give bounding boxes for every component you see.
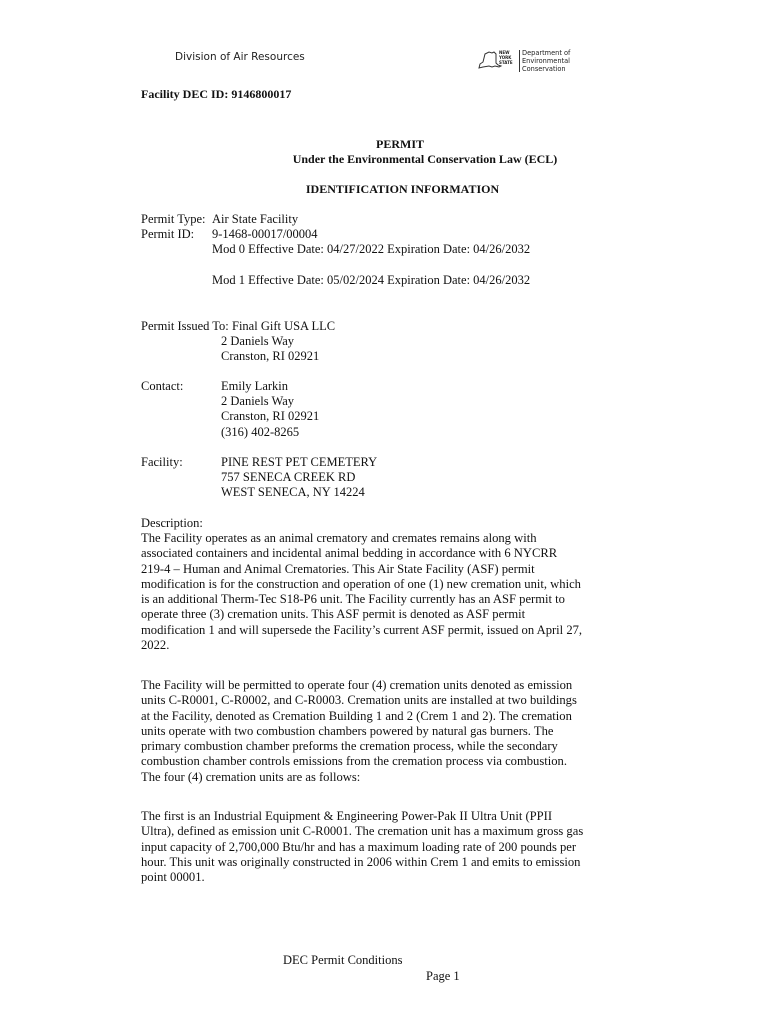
- paragraph-line: is an additional Therm-Tec S18-P6 unit. The Facility currently has an ASF permit to: [141, 592, 565, 607]
- permit-id-label: Permit ID:: [141, 227, 195, 241]
- permit-id-value: 9-1468-00017/00004: [212, 227, 318, 241]
- paragraph-line: modification 1 and will supersede the Facility’s current ASF permit, issued on April 27,: [141, 622, 583, 637]
- page-number: Page 1: [426, 969, 460, 983]
- description-label: Description:: [141, 516, 203, 530]
- dec-logo: [477, 49, 577, 77]
- paragraph-line: associated containers and incidental animal bedding in accordance with 6 NYCRR: [141, 546, 558, 561]
- paragraph-line: The four (4) cremation units are as follows:: [141, 769, 361, 784]
- paragraph-line: at the Facility, denoted as Cremation Building 1 and 2 (Crem 1 and 2). The cremation: [141, 708, 572, 723]
- facility-line: WEST SENECA, NY 14224: [221, 485, 365, 499]
- contact-label: Contact:: [141, 379, 184, 393]
- issued-to-line: Cranston, RI 02921: [221, 349, 320, 363]
- paragraph-line: operate three (3) cremation units. This ASF permit is denoted as ASF permit: [141, 607, 526, 622]
- logo-state-line: NEW: [499, 50, 510, 55]
- paragraph-line: modification is for the construction and operation of one (1) new cremation unit, which: [141, 576, 581, 591]
- footer-conditions: DEC Permit Conditions: [283, 953, 403, 967]
- paragraph-line: 2022.: [141, 638, 170, 653]
- permit-type-value: Air State Facility: [212, 212, 299, 226]
- facility-dec-id: Facility DEC ID: 9146800017: [141, 87, 292, 101]
- contact-line: Emily Larkin: [221, 379, 288, 393]
- contact-line: 2 Daniels Way: [221, 394, 295, 408]
- paragraph-line: units operate with two combustion chambers powered by natural gas burners. The: [141, 723, 554, 738]
- description-paragraph-3: [141, 809, 641, 885]
- contact-line: Cranston, RI 02921: [221, 409, 320, 423]
- contact-line: (316) 402-8265: [221, 425, 300, 439]
- logo-dept-line: Environmental: [522, 57, 570, 65]
- issued-to-label: Permit Issued To:: [141, 319, 229, 333]
- logo-state-text: [499, 50, 513, 65]
- division-header: Division of Air Resources: [175, 51, 305, 63]
- paragraph-line: primary combustion chamber preforms the cremation process, while the secondary: [141, 739, 558, 754]
- facility-line: 757 SENECA CREEK RD: [221, 470, 356, 484]
- description-paragraph-2: [141, 678, 641, 785]
- logo-divider: [519, 50, 520, 72]
- mod0-dates: Mod 0 Effective Date: 04/27/2022 Expiration Date: 04/26/2032: [212, 242, 531, 256]
- paragraph-line: combustion chamber controls emissions from the cremation process via combustion.: [141, 754, 567, 769]
- issued-to-line: 2 Daniels Way: [221, 334, 295, 348]
- facility-label: Facility:: [141, 455, 183, 469]
- permit-title: PERMIT: [376, 137, 424, 151]
- logo-dept-line: Department of: [522, 49, 571, 57]
- section-heading: IDENTIFICATION INFORMATION: [305, 182, 500, 196]
- description-paragraph-1: [141, 531, 641, 653]
- logo-dept-line: Conservation: [522, 65, 566, 73]
- paragraph-line: point 00001.: [141, 870, 205, 885]
- logo-state-line: STATE: [499, 60, 513, 65]
- issued-to-line: Final Gift USA LLC: [232, 319, 336, 333]
- paragraph-line: Ultra), defined as emission unit C-R0001. The cremation unit has a maximum gross gas: [141, 824, 584, 839]
- law-subtitle: Under the Environmental Conservation Law (ECL): [292, 152, 558, 166]
- facility-line: PINE REST PET CEMETERY: [221, 455, 378, 469]
- paragraph-line: units C-R0001, C-R0002, and C-R0003. Cremation units are installed at two buildings: [141, 693, 577, 708]
- logo-dept-text: [522, 49, 570, 73]
- paragraph-line: 219-4 – Human and Animal Crematories. This Air State Facility (ASF) permit: [141, 561, 535, 576]
- mod1-dates: Mod 1 Effective Date: 05/02/2024 Expiration Date: 04/26/2032: [212, 273, 531, 287]
- paragraph-line: The Facility will be permitted to operate four (4) cremation units denoted as emission: [141, 678, 573, 692]
- logo-state-line: YORK: [499, 55, 512, 60]
- paragraph-line: The Facility operates as an animal crematory and cremates remains along with: [141, 531, 537, 545]
- permit-type-label: Permit Type:: [141, 212, 206, 226]
- paragraph-line: hour. This unit was originally constructed in 2006 within Crem 1 and emits to emission: [141, 854, 581, 869]
- paragraph-line: input capacity of 2,700,000 Btu/hr and has a maximum loading rate of 200 pounds per: [141, 839, 577, 854]
- paragraph-line: The first is an Industrial Equipment & Engineering Power-Pak II Ultra Unit (PPII: [141, 809, 553, 823]
